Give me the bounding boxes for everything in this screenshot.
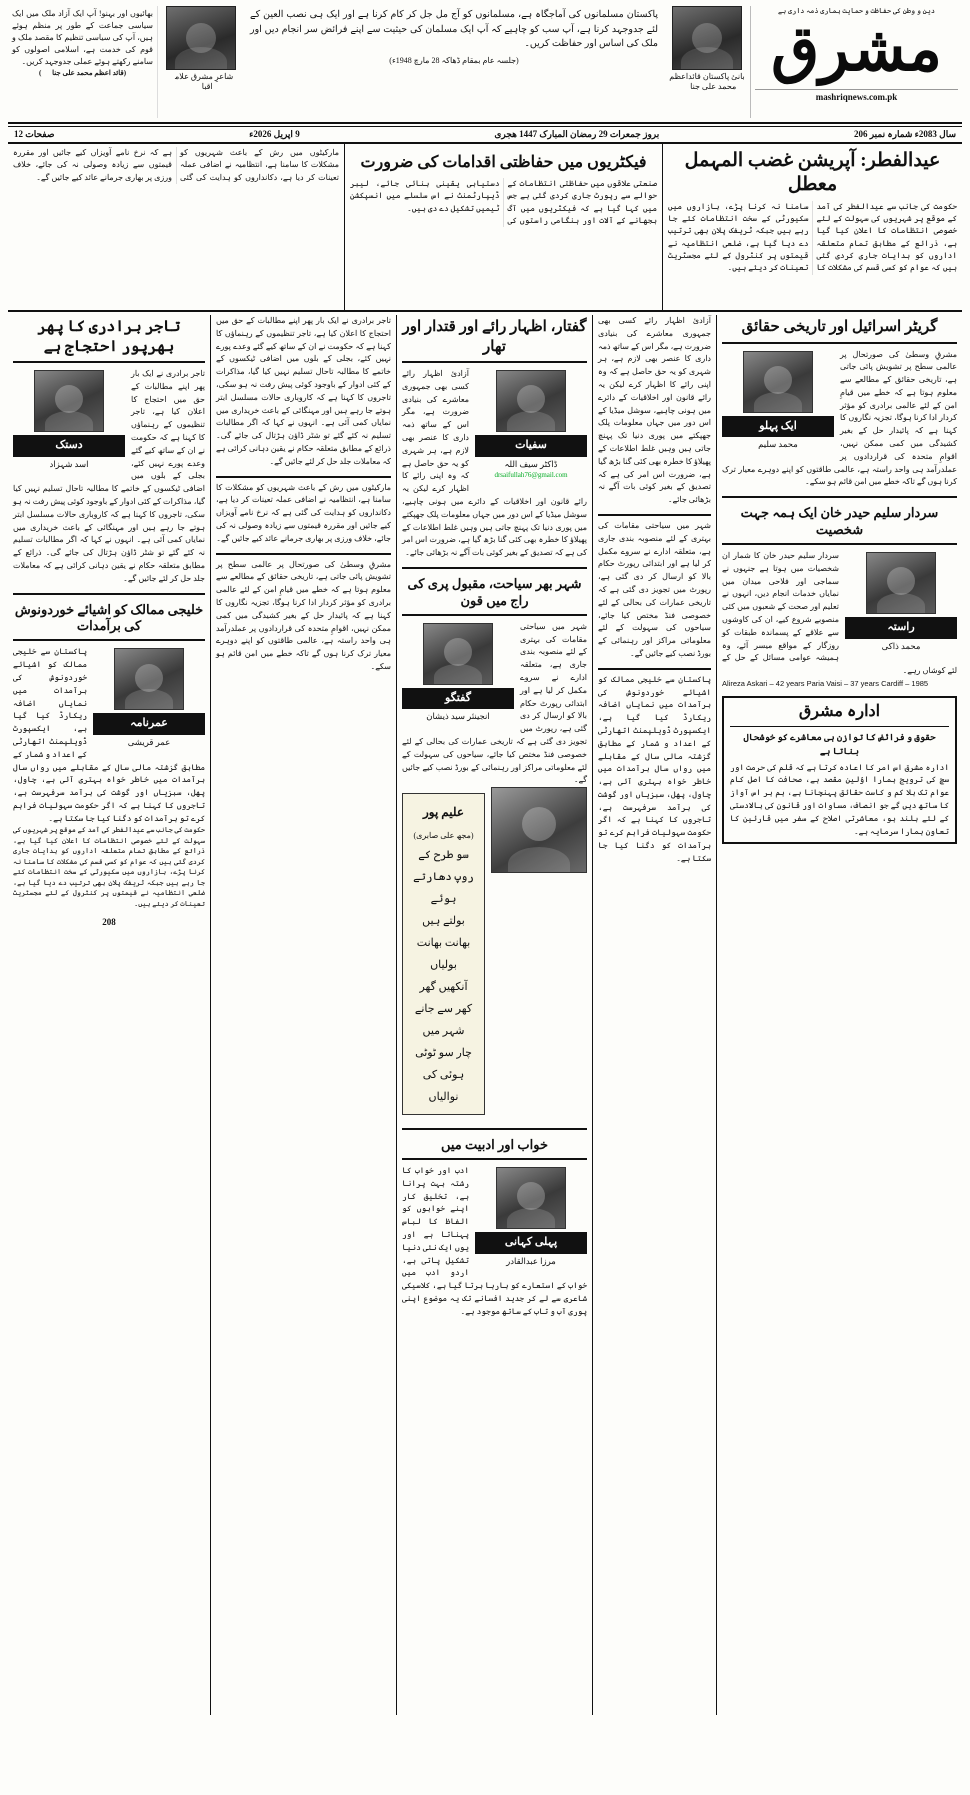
- date-bar: [8, 126, 962, 144]
- iqbal-caption: شاعرِ مشرق علامہ اقبالؒ: [168, 72, 234, 91]
- poet-photo: [491, 787, 587, 873]
- article-exports-extra: حکومت کی جانب سے عیدالفطر کی آمد کے موقع پر شہریوں کی سہولت کے لئے خصوصی انتظامات کا اعلان کیا گیا ہے، ذرائع کے مطابق تمام متعلقہ اداروں کو ہدایات جاری کردی گئی ہیں کہ عوام کو کسی قسم کی مشکلات کا سامنا نہ کرنا پڑے، بازاروں میں سکیورٹی کے سخت انتظامات کئے جا رہے ہیں جبکہ ٹریفک پلان بھی ترتیب دے دیا گیا ہے، ضلعی انتظامیہ نے قیمتوں پر کنٹرول کے لئے مجسٹریٹ تعینات کر دیئے ہیں۔: [13, 826, 205, 908]
- column-badge: راستہ: [845, 617, 957, 639]
- poem-line-2: بولتے ہیں بھانت بھانت بولیاں: [416, 915, 471, 972]
- article-dream: [402, 1128, 587, 1318]
- column-badge: سفیات: [475, 435, 587, 457]
- article-exports: [13, 593, 205, 930]
- article-exports-body: پاکستان سے خلیجی ممالک کو اشیائے خوردونوش کی برآمدات میں نمایاں اضافہ ریکارڈ کیا گیا ہے، ایکسپورٹ ڈویلپمنٹ اتھارٹی کے اعداد و شمار کے مطابق گزشتہ مالی سال کے مقابلے میں رواں سال برآمدات میں خاطر خواہ بہتری آئی ہے، چاول، پھل، سبزیاں اور گوشت کی برآمد سرفہرست ہے، تاجروں کا کہنا ہے کہ اگر حکومت سہولیات فراہم کرے تو برآمدات کو دگنا کیا جا سکتا ہے۔: [13, 647, 205, 823]
- column-4-body-b: مارکیٹوں میں رش کے باعث شہریوں کو مشکلات کا سامنا ہے، انتظامیہ نے اضافی عملہ تعینات کر دیا ہے، دکانداروں کو ہدایت کی گئی ہے کہ نرخ نامے آویزاں کیے جائیں اور مقررہ قیمتوں سے زیادہ وصولی نہ کی جائے، خلاف ورزی پر بھاری جرمانے عائد کیے جائیں گے۔: [216, 476, 391, 546]
- lead-story: [662, 144, 962, 310]
- editorial-body: ادارہ مشرق اس امر کا اعادہ کرتا ہے کہ قلم کی حرمت اور سچ کی ترویج ہمارا اوّلین مقصد ہے، صحافت کا اصل کام عوام تک بلا کم و کاست حقائق پہنچانا ہے، ہم ہر اس آواز کا ساتھ دیں گے جو انصاف، مساوات اور قانون کی بالادستی کے لئے بلند ہو، معاشرتی اصلاح کے سفر میں قارئین کا تعاون ہمارا سرمایہ ہے۔: [730, 762, 949, 836]
- article-exports-headline[interactable]: خلیجی ممالک کو اشیائے خوردونوش کی برآمدات: [13, 599, 205, 642]
- jinnah-portrait: [672, 6, 742, 70]
- byline-traders: [13, 370, 125, 470]
- column-2-body-a: آزادیٔ اظہار رائے کسی بھی جمہوری معاشرے کی بنیادی ضرورت ہے، مگر اس کے ساتھ ذمہ داری کا عنصر بھی لازم ہے، ہر شہری کو یہ حق حاصل ہے کہ وہ اپنی رائے کا اظہار کرے لیکن یہ رائے قانون اور اخلاقیات کے دائرے میں ہونی چاہیے، سوشل میڈیا کے اس دور میں جہاں معلومات پلک جھپکتے میں پوری دنیا تک پہنچ جاتی ہیں وہیں غلط اطلاعات کے پھیلاؤ کا خطرہ بھی کئی گنا بڑھ گیا ہے، ضرورت اس امر کی ہے کہ تصدیق کے بغیر کوئی بات آگے نہ بڑھائی جائے۔: [598, 316, 711, 505]
- author-name: اسد شہزاد: [49, 458, 89, 469]
- newspaper-title: مشرق: [771, 15, 942, 84]
- poem-author: (مجھ علی صابری): [413, 831, 474, 841]
- masthead-logo: [750, 6, 962, 118]
- jinnah-caption: بانیٔ پاکستان قائداعظم محمد علی جناحؒ: [669, 72, 745, 91]
- column-1: [716, 315, 962, 1715]
- author-name: محمد سلیم: [758, 439, 798, 450]
- column-2-body-c: پاکستان سے خلیجی ممالک کو اشیائے خوردونوش کی برآمدات میں نمایاں اضافہ ریکارڈ کیا گیا ہے، ایکسپورٹ ڈویلپمنٹ اتھارٹی کے اعداد و شمار کے مطابق گزشتہ مالی سال کے مقابلے میں رواں سال برآمدات میں خاطر خواہ بہتری آئی ہے، چاول، پھل، سبزیاں اور گوشت کی برآمد سرفہرست ہے، تاجروں کا کہنا ہے کہ اگر حکومت سہولیات فراہم کرے تو برآمدات کو دگنا کیا جا سکتا ہے۔: [598, 668, 711, 866]
- column-badge: دستک: [13, 435, 125, 457]
- column-4: [210, 315, 396, 1715]
- article-israel-headline[interactable]: گریٹر اسرائیل اور تاریخی حقائق: [722, 315, 957, 344]
- quote-text: پاکستان مسلمانوں کی آماجگاہ ہے، مسلمانوں کو آج مل جل کر کام کرنا ہے اور ایک ہی نصب العین کے لئے جدوجہد کرنا ہے، آپ سب کو چاہیے کہ آپ ایک مسلمان کی حیثیت سے اپنے فرائض سر انجام دیں اور ملک کی اساس اور حفاظت کریں۔: [250, 10, 659, 50]
- page-count: صفحات 12: [14, 129, 55, 139]
- quote-source: (جلسہ عام بمقام ڈھاکہ 28 مارچ 1948ء): [389, 56, 519, 66]
- article-traders: [13, 315, 205, 586]
- column-badge: عمرنامہ: [93, 713, 205, 735]
- article-dream-headline[interactable]: خواب اور ادبیت میں: [402, 1134, 587, 1160]
- author-email[interactable]: drsaifullah76@gmail.com: [494, 470, 568, 479]
- author-name: عمر قریشی: [127, 736, 171, 747]
- editorial-subtitle: حقوق و فرائض کا توازن ہی معاشرے کو خوشحال بناتا ہے: [743, 731, 936, 757]
- issue-number: سال 2083ء شمارہ نمبر 206: [853, 129, 956, 139]
- article-dream-body: ادب اور خواب کا رشتہ بہت پرانا ہے، تخلیق کار اپنے خوابوں کو الفاظ کا لباس پہناتا ہے اور یوں ایک نئی دنیا تشکیل پاتی ہے، اردو ادب میں خواب کے استعارے کو بارہا برتا گیا ہے، کلاسیکی شاعری سے لے کر جدید افسانے تک یہ موضوع اپنی پوری آب و تاب کے ساتھ موجود ہے۔: [402, 1165, 587, 1316]
- lead-headline[interactable]: عیدالفطر: آپریشن غضب المہمل معطل: [684, 150, 941, 195]
- secondary-body: صنعتی علاقوں میں حفاظتی انتظامات کے حوالے سے رپورٹ جاری کردی گئی ہے جس میں کہا گیا ہے کہ فیکٹریوں میں آگ بجھانے کے آلات اور ہنگامی راستوں کی دستیابی یقینی بنائی جائے، لیبر ڈیپارٹمنٹ نے اس سلسلے میں انسپکشن ٹیمیں تشکیل دے دی ہیں۔: [350, 178, 657, 225]
- article-sardar-headline[interactable]: سردار سلیم حیدر خان ایک ہمہ جہت شخصیت: [722, 502, 957, 545]
- column-4-body-c: مشرقِ وسطیٰ کی صورتحال پر عالمی سطح پر تشویش پائی جاتی ہے، تاریخی حقائق کے مطالعے سے معلوم ہوتا ہے کہ خطے میں قیامِ امن کے لئے عالمی برادری کو مؤثر کردار ادا کرنا ہوگا، تجزیہ نگاروں کا کہنا ہے کہ پائیدار حل کے بغیر کشیدگی میں کمی ممکن نہیں، اقوامِ متحدہ کی قراردادوں پر عملدرآمد ہی واحد راستہ ہے، عالمی طاقتوں کو اپنے دوہرے معیار ترک کرنا ہوں گے تاکہ خطے میں امن قائم ہو سکے۔: [216, 553, 391, 674]
- column-3: [396, 315, 592, 1715]
- byline-sardar: [845, 552, 957, 652]
- byline-dream: [475, 1167, 587, 1267]
- iqbal-portrait: [166, 6, 236, 70]
- page-number: 208: [102, 917, 116, 928]
- masthead-quote: [244, 6, 664, 118]
- byline-israel: [722, 351, 834, 451]
- top-band: [8, 144, 962, 312]
- article-sardar-body: سردار سلیم حیدر خان کا شمار ان شخصیات میں ہوتا ہے جنہوں نے سماجی اور فلاحی میدان میں نمایاں خدمات انجام دیں، انہوں نے تعلیم اور صحت کے شعبوں میں کئی منصوبے شروع کیے، ان کی کاوشوں سے علاقے کے پسماندہ طبقات کو روزگار کے مواقع میسر آئے، وہ ہمیشہ عوامی مسائل کے حل کے لئے کوشاں رہے۔: [722, 551, 957, 676]
- author-name: ڈاکٹر سیف اللہ: [504, 458, 558, 469]
- article-israel: [722, 315, 957, 489]
- article-gaftar: [402, 315, 587, 560]
- byline-exports: [93, 648, 205, 748]
- masthead-slogan: دین و وطن کی حفاظت و حمایت ہماری ذمہ داری ہے: [778, 7, 935, 15]
- poem-block: [402, 787, 587, 1121]
- article-gaftar-body: آزادیٔ اظہار رائے کسی بھی جمہوری معاشرے کی بنیادی ضرورت ہے، مگر اس کے ساتھ ذمہ داری کا عنصر بھی لازم ہے، ہر شہری کو یہ حق حاصل ہے کہ وہ اپنی رائے کا اظہار کرے لیکن یہ رائے قانون اور اخلاقیات کے دائرے میں ہونی چاہیے، سوشل میڈیا کے اس دور میں جہاں معلومات پلک جھپکتے میں پوری دنیا تک پہنچ جاتی ہیں وہیں غلط اطلاعات کے پھیلاؤ کا خطرہ بھی کئی گنا بڑھ گیا ہے، ضرورت اس امر کی ہے کہ تصدیق کے بغیر کوئی بات آگے نہ بڑھائی جائے۔: [402, 369, 587, 558]
- main-grid: [8, 315, 962, 1715]
- poem-line-4: چار سو ٹوٹی ہوئی کی نوالیاں: [415, 1047, 472, 1104]
- founder-photo-block: [664, 6, 750, 118]
- lead-body: حکومت کی جانب سے عیدالفطر کی آمد کے موقع پر شہریوں کی سہولت کے لئے خصوصی انتظامات کا اعلان کیا گیا ہے، ذرائع کے مطابق تمام متعلقہ اداروں کو ہدایات جاری کردی گئی ہیں کہ عوام کو کسی قسم کی مشکلات کا سامنا نہ کرنا پڑے، بازاروں میں سکیورٹی کے سخت انتظامات کئے جا رہے ہیں جبکہ ٹریفک پلان بھی ترتیب دے دیا گیا ہے، ضلعی انتظامیہ نے قیمتوں پر کنٹرول کے لئے مجسٹریٹ تعینات کر دیئے ہیں۔: [668, 201, 957, 273]
- article-sardar: [722, 496, 957, 690]
- author-photo: [496, 370, 566, 432]
- poem-title: علیم پور: [422, 805, 465, 820]
- author-name: انجینئر سید ذیشان: [426, 711, 490, 722]
- article-sardar-latin: Alireza Askari – 42 years Paria Vaisi – 37 years Cardiff – 1985: [722, 679, 929, 689]
- article-city-headline[interactable]: شہر بھر سیاحت، مقبول پری کی راج میں قون: [402, 573, 587, 616]
- note-text: بھائیوں اور بہنو! آپ ایک آزاد ملک میں ایک سیاسی جماعت کے طور پر منظم ہوئے ہیں، آپ کی سیاسی تنظیم کا مقصد ملک و قوم کی خدمت ہے، اسلامی اصولوں کو سامنے رکھتے ہوئے عملی جدوجہد کریں۔: [12, 9, 153, 66]
- author-photo: [423, 623, 493, 685]
- author-name: محمد ذاکی: [881, 640, 921, 651]
- poem-box: [402, 793, 485, 1115]
- article-traders-body: تاجر برادری نے ایک بار پھر اپنے مطالبات کے حق میں احتجاج کا اعلان کیا ہے، تاجر تنظیموں کے رہنماؤں کا کہنا ہے کہ حکومت نے ان کے ساتھ کیے گئے وعدے پورے نہیں کئے، بجلی کے بلوں میں اضافی ٹیکسوں کے خاتمے کا مطالبہ تاحال تسلیم نہیں کیا گیا، مذاکرات کے کئی ادوار کے باوجود کوئی پیش رفت نہ ہو سکی، تاجروں کا کہنا ہے کہ کاروباری حالات مسلسل ابتر ہوتے جا رہے ہیں اور مہنگائی کے باعث خریداری میں نمایاں کمی آئی ہے۔ انہوں نے کہا کہ اگر مطالبات تسلیم نہ کئے گئے تو شٹر ڈاؤن ہڑتال کی جائے گی۔ ذرائع کے مطابق متعلقہ حکام نے یقین دہانی کرائی ہے کہ معاملات جلد حل کر لئے جائیں گے۔: [13, 369, 205, 583]
- editorial-box: [722, 696, 957, 844]
- editorial-title: ادارہ مشرق: [730, 702, 949, 727]
- column-badge: گفتگو: [402, 688, 514, 710]
- author-photo: [34, 370, 104, 432]
- top-left-body: مارکیٹوں میں رش کے باعث شہریوں کو مشکلات کا سامنا ہے، انتظامیہ نے اضافی عملہ تعینات کر دیا ہے، دکانداروں کو ہدایت کی گئی ہے کہ نرخ نامے آویزاں کیے جائیں اور مقررہ قیمتوں سے زیادہ وصولی نہ کی جائے، خلاف ورزی پر بھاری جرمانے عائد کیے جائیں گے۔: [13, 148, 339, 182]
- poet-photo-block: [158, 6, 244, 118]
- column-2-body-b: شہر میں سیاحتی مقامات کی بہتری کے لئے منصوبہ بندی جاری ہے، متعلقہ ادارے نے سروے مکمل کر لیا ہے اور ابتدائی رپورٹ حکام بالا کو ارسال کر دی گئی ہے، رپورٹ میں تجویز دی گئی ہے کہ تاریخی عمارات کی بحالی کے لئے خصوصی فنڈ مختص کیا جائے، سیاحوں کی سہولت کے لئے معلوماتی مراکز اور رہنمائی کے بورڈ نصب کیے جائیں گے۔: [598, 514, 711, 661]
- column-badge: پہلی کہانی: [475, 1232, 587, 1254]
- note-source: (قائد اعظم محمد علی جناحؒ): [38, 69, 127, 77]
- masthead-note: [8, 6, 158, 118]
- top-left-brief: [8, 144, 344, 310]
- author-photo: [496, 1167, 566, 1229]
- website-url[interactable]: mashriqnews.com.pk: [755, 89, 958, 102]
- author-name: مرزا عبدالقادر: [506, 1255, 556, 1266]
- poem-line-1: سو طرح کے روپ دھارتے ہوئے: [413, 849, 474, 906]
- article-city: [402, 567, 587, 787]
- poem-line-3: آنکھیں گھر کھر سے جانے شہر میں: [414, 981, 473, 1038]
- article-traders-headline[interactable]: تاجر برادری کا پھر بھرپور احتجاج ہے: [13, 315, 205, 363]
- author-photo: [114, 648, 184, 710]
- author-photo: [743, 351, 813, 413]
- column-5: [8, 315, 210, 1715]
- column-2: [592, 315, 716, 1715]
- secondary-headline[interactable]: فیکٹریوں میں حفاظتی اقدامات کی ضرورت: [360, 154, 647, 171]
- hijri-date: بروز جمعرات 29 رمضان المبارک 1447 ھجری: [494, 129, 660, 139]
- article-city-body: شہر میں سیاحتی مقامات کی بہتری کے لئے منصوبہ بندی جاری ہے، متعلقہ ادارے نے سروے مکمل کر لیا ہے اور ابتدائی رپورٹ حکام بالا کو ارسال کر دی گئی ہے، رپورٹ میں تجویز دی گئی ہے کہ تاریخی عمارات کی بحالی کے لئے خصوصی فنڈ مختص کیا جائے، سیاحوں کی سہولت کے لئے معلوماتی مراکز اور رہنمائی کے بورڈ نصب کیے جائیں گے۔: [402, 621, 587, 785]
- column-4-body-a: تاجر برادری نے ایک بار پھر اپنے مطالبات کے حق میں احتجاج کا اعلان کیا ہے، تاجر تنظیموں کے رہنماؤں کا کہنا ہے کہ حکومت نے ان کے ساتھ کیے گئے وعدے پورے نہیں کئے، بجلی کے بلوں میں اضافی ٹیکسوں کے خاتمے کا مطالبہ تاحال تسلیم نہیں کیا گیا، مذاکرات کے کئی ادوار کے باوجود کوئی پیش رفت نہ ہو سکی، تاجروں کا کہنا ہے کہ کاروباری حالات مسلسل ابتر ہوتے جا رہے ہیں اور مہنگائی کے باعث خریداری میں نمایاں کمی آئی ہے۔ انہوں نے کہا کہ اگر مطالبات تسلیم نہ کئے گئے تو شٹر ڈاؤن ہڑتال کی جائے گی۔ ذرائع کے مطابق متعلقہ حکام نے یقین دہانی کرائی ہے کہ معاملات جلد حل کر لئے جائیں گے۔: [216, 316, 391, 466]
- author-photo: [866, 552, 936, 614]
- byline-gaftar: [475, 370, 587, 481]
- secondary-story: [344, 144, 662, 310]
- article-gaftar-headline[interactable]: گفتار، اظہار رائے اور قتدار اور تھار: [402, 315, 587, 363]
- column-badge: ایک پہلو: [722, 416, 834, 438]
- article-israel-body: مشرقِ وسطیٰ کی صورتحال پر عالمی سطح پر تشویش پائی جاتی ہے، تاریخی حقائق کے مطالعے سے معلوم ہوتا ہے کہ خطے میں قیامِ امن کے لئے عالمی برادری کو مؤثر کردار ادا کرنا ہوگا، تجزیہ نگاروں کا کہنا ہے کہ پائیدار حل کے بغیر کشیدگی میں کمی ممکن نہیں، اقوامِ متحدہ کی قراردادوں پر عملدرآمد ہی واحد راستہ ہے، عالمی طاقتوں کو اپنے دوہرے معیار ترک کرنا ہوں گے تاکہ خطے میں امن قائم ہو سکے۔: [722, 349, 957, 487]
- byline-city: [402, 623, 514, 723]
- gregorian-date: 9 اپریل 2026ء: [249, 129, 300, 139]
- masthead: [8, 6, 962, 124]
